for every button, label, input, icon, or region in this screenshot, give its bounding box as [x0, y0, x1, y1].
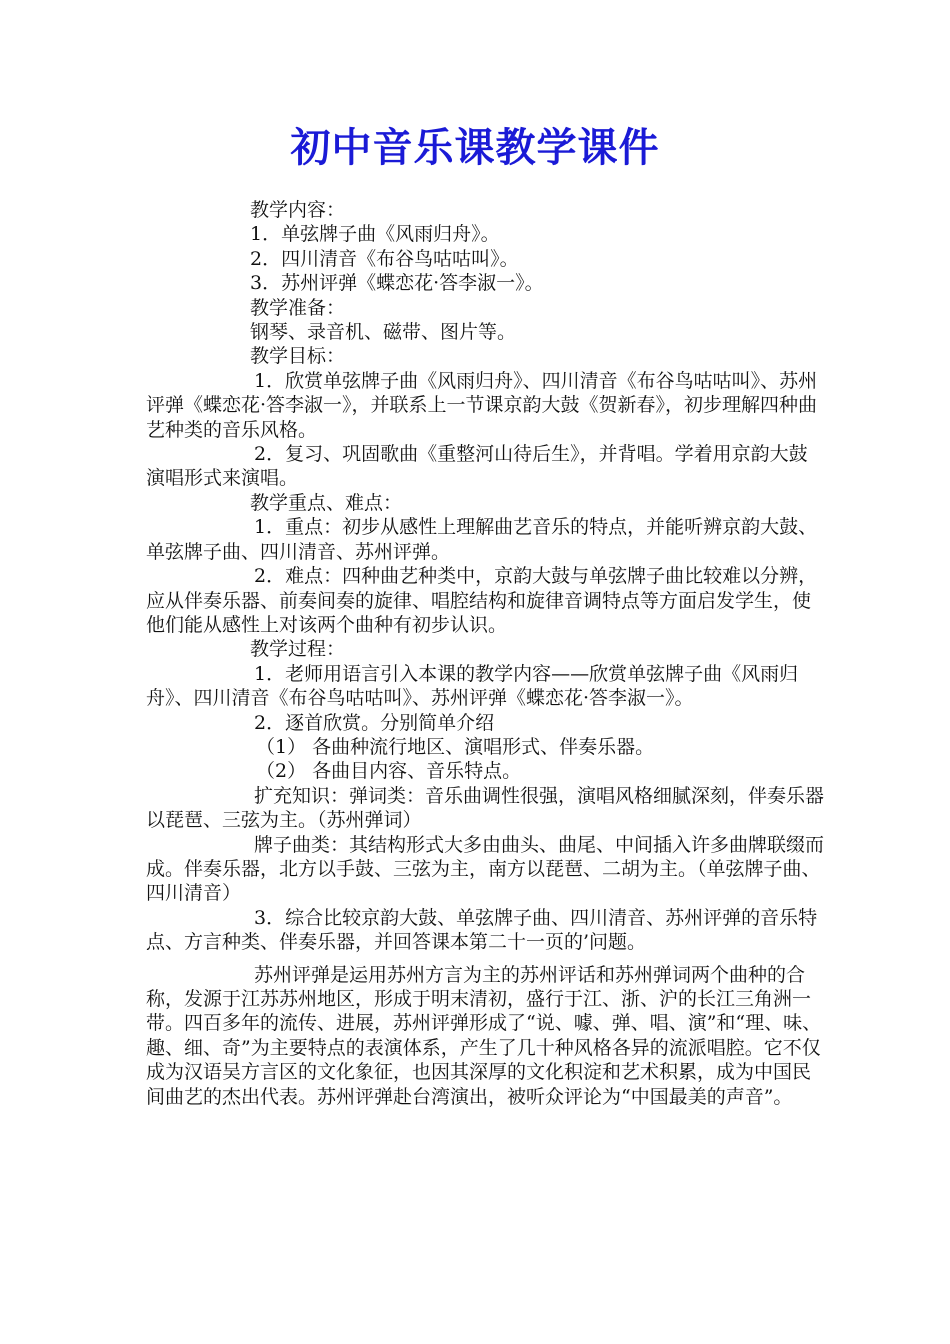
content-item: 1．单弦牌子曲《风雨归舟》。	[250, 223, 500, 246]
content-item: 3．苏州评弹《蝶恋花·答李淑一》。	[250, 272, 544, 295]
section-heading-preparation: 教学准备：	[250, 296, 346, 319]
document-body	[146, 198, 824, 1109]
section-heading-objectives: 教学目标：	[250, 345, 346, 368]
difficulty-paragraph: 2．难点：四种曲艺种类中，京韵大鼓与单弦牌子曲比较难以分辨，应从伴奏乐器、前奏间奏的旋律、唱腔结构和旋律音调特点等方面启发学生，使他们能从感性上对该两个曲种有初步认识。	[146, 565, 818, 636]
process-paragraph: 3．综合比较京韵大鼓、单弦牌子曲、四川清音、苏州评弹的音乐特点、方言种类、伴奏乐器，并回答课本第二十一页的’问题。	[146, 906, 818, 954]
extension-paragraph: 牌子曲类：其结构形式大多由曲头、曲尾、中间插入许多曲牌联缀而成。伴奏乐器，北方以手鼓、三弦为主，南方以琵琶、二胡为主。（单弦牌子曲、四川清音）	[146, 833, 825, 905]
preparation-text: 钢琴、录音机、磁带、图片等。	[250, 321, 517, 344]
objective-paragraph: 2．复习、巩固歌曲《重整河山待后生》，并背唱。学着用京韵大鼓演唱形式来演唱。	[146, 443, 808, 490]
section-heading-key-points: 教学重点、难点：	[250, 491, 403, 514]
process-subitem: （2） 各曲目内容、音乐特点。	[256, 760, 522, 783]
section-heading-process: 教学过程：	[250, 638, 346, 661]
objective-paragraph: 1．欣赏单弦牌子曲《风雨归舟》、四川清音《布谷鸟咕咕叫》、苏州评弹《蝶恋花·答李淑一》，并联系上一节课京韵大鼓《贺新春》，初步理解四种曲艺种类的音乐风格。	[146, 369, 818, 441]
pingtan-paragraph: 苏州评弹是运用苏州方言为主的苏州评话和苏州弹词两个曲种的合称，发源于江苏苏州地区，形成于明末清初，盛行于江、浙、沪的长江三角洲一带。四百多年的流传、进展，苏州评弹形成了“说、噱、弹、唱、演”和“理、味、趣、细、奇”为主要特点的表演体系，产生了几十种风格各异的流派唱腔。它不仅成为汉语吴方言区的文化象征，也因其深厚的文化积淀和艺术积累，成为中国民间曲艺的杰出代表。苏州评弹赴台湾演出，被听众评论为“中国最美的声音”。	[146, 963, 822, 1108]
content-item: 2．四川清音《布谷鸟咕咕叫》。	[250, 247, 519, 270]
process-paragraph: 1．老师用语言引入本课的教学内容——欣赏单弦牌子曲《风雨归舟》、四川清音《布谷鸟咕咕叫》、苏州评弹《蝶恋花·答李淑一》。	[146, 662, 799, 710]
section-heading-content: 教学内容：	[250, 199, 346, 221]
process-paragraph: 2．逐首欣赏。分别简单介绍	[254, 711, 495, 734]
document-title: 初中音乐课教学课件	[290, 125, 660, 171]
process-subitem: （1） 各曲种流行地区、演唱形式、伴奏乐器。	[256, 735, 655, 758]
extension-paragraph: 扩充知识：弹词类：音乐曲调性很强，演唱风格细腻深刻，伴奏乐器以琵琶、三弦为主。（苏州弹词）	[146, 784, 825, 832]
key-point-paragraph: 1．重点：初步从感性上理解曲艺音乐的特点，并能听辨京韵大鼓、单弦牌子曲、四川清音、苏州评弹。	[146, 516, 818, 563]
